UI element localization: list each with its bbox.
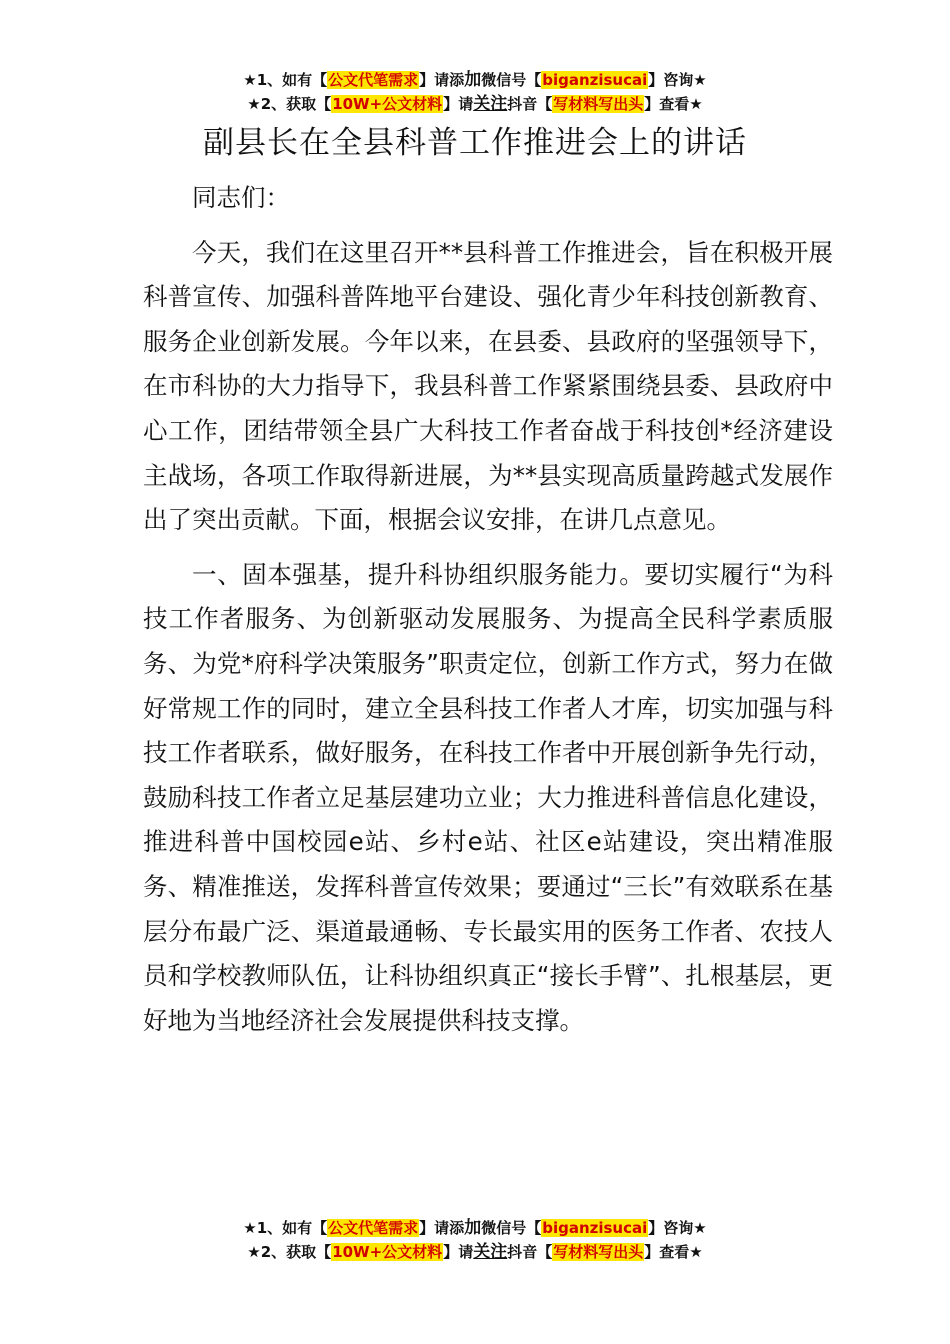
- banner-line-2: ★2、获取【10W+公文材料】请关注抖音【写材料写出头】查看★: [247, 94, 703, 114]
- header-banner: [0, 68, 950, 116]
- highlight-wechat-id: biganzisucai: [542, 71, 648, 89]
- banner-line-1: ★1、如有【公文代笔需求】请添加微信号【biganzisucai】咨询★: [243, 1218, 707, 1238]
- document-title: 副县长在全县科普工作推进会上的讲话: [203, 125, 747, 161]
- highlight-service: 公文代笔需求: [328, 1219, 419, 1237]
- highlight-douyin: 写材料写出头: [553, 95, 644, 113]
- highlight-materials: 10W+公文材料: [332, 1243, 443, 1261]
- salutation: 同志们：: [192, 183, 290, 212]
- highlight-materials: 10W+公文材料: [332, 95, 443, 113]
- highlight-service: 公文代笔需求: [328, 71, 419, 89]
- footer-banner: [0, 1216, 950, 1264]
- document-body: [143, 176, 833, 1043]
- highlight-douyin: 写材料写出头: [553, 1243, 644, 1261]
- highlight-wechat-id: biganzisucai: [542, 1219, 648, 1237]
- paragraph-1: 今天，我们在这里召开**县科普工作推进会，旨在积极开展科普宣传、加强科普阵地平台建设、强化青少年科技创新教育、服务企业创新发展。今年以来，在县委、县政府的坚强领导下，在市科协的大力指导下，我县科普工作紧紧围绕县委、县政府中心工作，团结带领全县广大科技工作者奋战于科技创*经济建设主战场，各项工作取得新进展，为**县实现高质量跨越式发展作出了突出贡献。下面，根据会议安排，在讲几点意见。: [143, 237, 833, 535]
- banner-line-1: ★1、如有【公文代笔需求】请添加微信号【biganzisucai】咨询★: [243, 70, 707, 90]
- banner-line-2: ★2、获取【10W+公文材料】请关注抖音【写材料写出头】查看★: [247, 1242, 703, 1262]
- paragraph-2: 一、固本强基，提升科协组织服务能力。要切实履行“为科技工作者服务、为创新驱动发展服务、为提高全民科学素质服务、为党*府科学决策服务”职责定位，创新工作方式，努力在做好常规工作的同时，建立全县科技工作者人才库，切实加强与科技工作者联系，做好服务，在科技工作者中开展创新争先行动，鼓励科技工作者立足基层建功立业；大力推进科普信息化建设，推进科普中国校园e站、乡村e站、社区e站建设，突出精准服务、精准推送，发挥科普宣传效果；要通过“三长”有效联系在基层分布最广泛、渠道最通畅、专长最实用的医务工作者、农技人员和学校教师队伍，让科协组织真正“接长手臂”、扎根基层，更好地为当地经济社会发展提供科技支撑。: [143, 559, 833, 1035]
